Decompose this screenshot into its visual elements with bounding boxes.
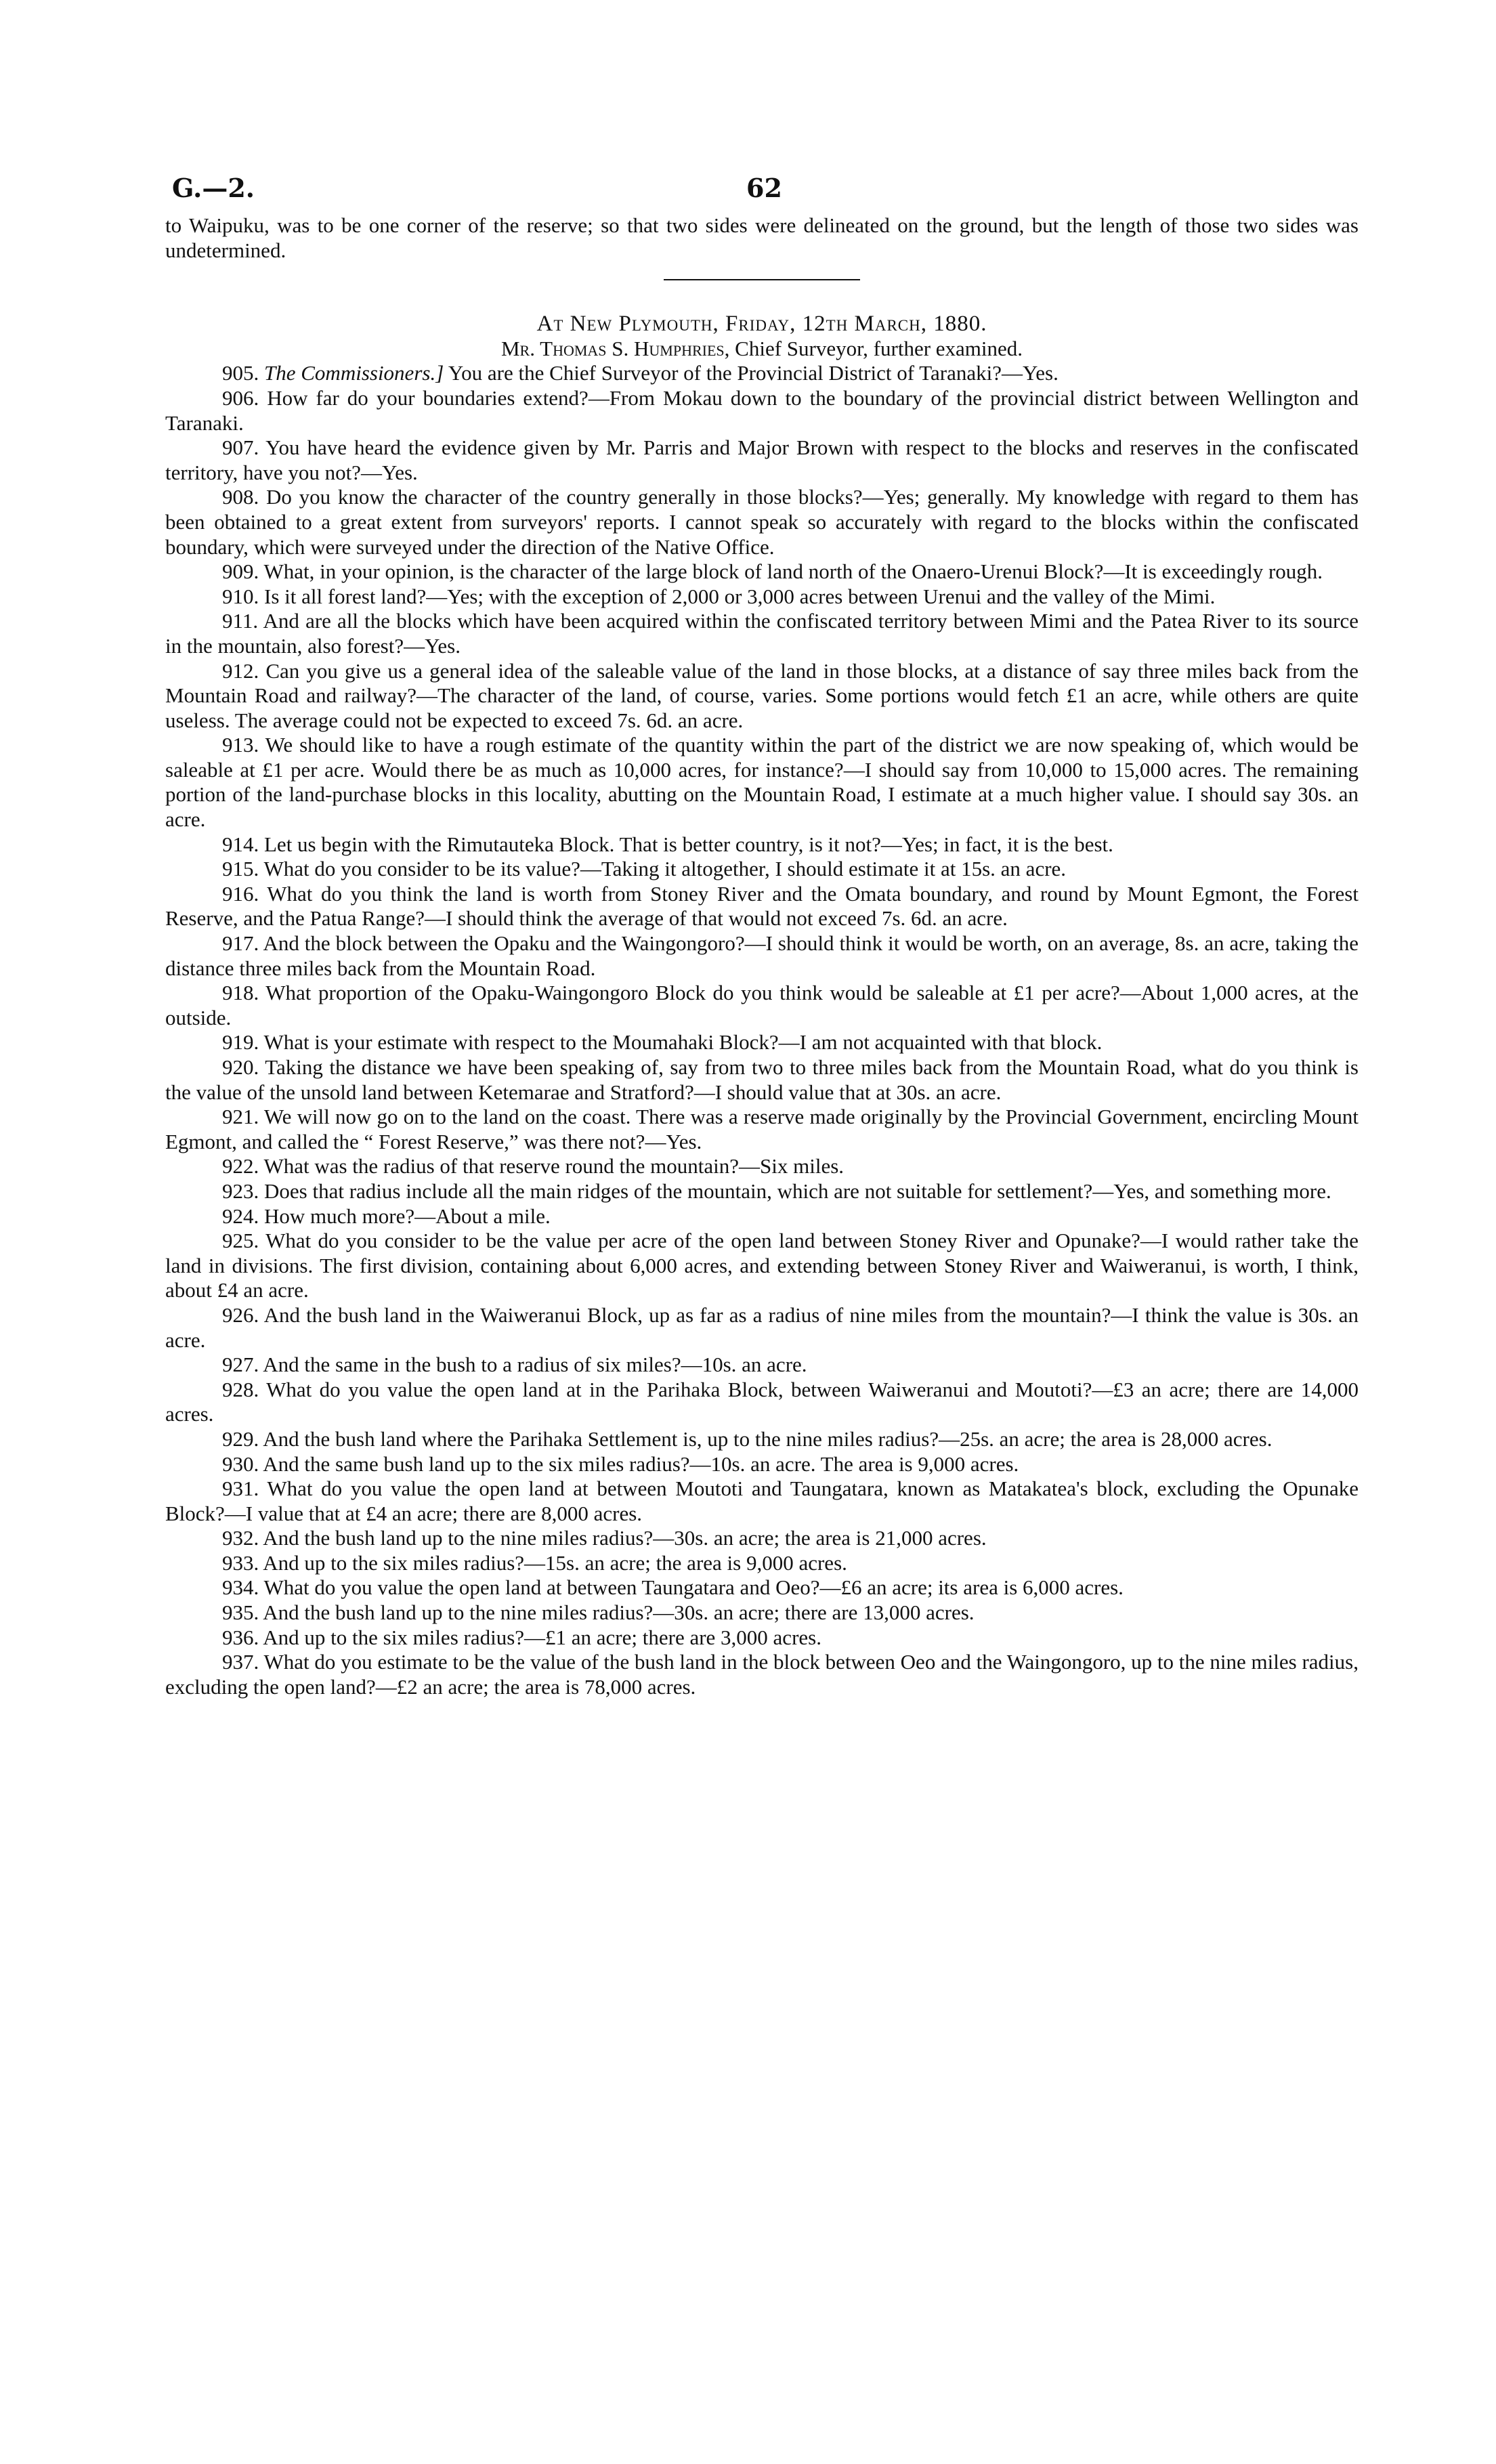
question-paragraph (165, 436, 1359, 485)
question-paragraph (165, 1378, 1359, 1427)
question-paragraph (165, 1526, 1359, 1551)
question-number: 930. (222, 1451, 259, 1476)
question-number: 916. (222, 881, 259, 906)
question-text: And the bush land in the Waiweranui Block, up as far as a radius of nine miles from the mountain?—I think the value is 30s. an acre. (165, 1302, 1359, 1352)
question-number: 915. (222, 857, 259, 881)
question-number: 906. (222, 385, 259, 410)
question-number: 933. (222, 1550, 259, 1575)
witness-name: Mr. Thomas S. Humphries, (500, 336, 730, 360)
document-reference: G.—2. (172, 173, 255, 203)
question-paragraph (165, 1650, 1359, 1699)
question-paragraph (165, 1452, 1359, 1477)
question-number: 921. (222, 1105, 259, 1129)
section-divider (664, 279, 860, 280)
question-text: What do you consider to be its value?—Taking it altogether, I should estimate it at 15s. an acre. (263, 857, 1067, 881)
question-paragraph (165, 1204, 1359, 1229)
question-number: 907. (222, 436, 259, 460)
question-number: 934. (222, 1575, 259, 1600)
question-paragraph (165, 832, 1359, 857)
question-text: What do you think the land is worth from Stoney River and the Omata boundary, and round by Mount Egmont, the Forest Reserve, and the Patua Range?—I should think the average of that would not exceed 7s. 6d. an acre. (165, 881, 1359, 931)
question-text: Do you know the character of the country generally in those blocks?—Yes; generally. My knowledge with regard to them has been obtained to a great extent from surveyors' reports. I cannot speak so accurately with regard to the blocks within the confiscated boundary, which were surveyed under the direction of the Native Office. (165, 485, 1359, 559)
question-text: And the same bush land up to the six miles radius?—10s. an acre. The area is 9,000 acres. (263, 1451, 1019, 1476)
question-number: 935. (222, 1600, 259, 1625)
question-number: 920. (222, 1055, 259, 1079)
question-number: 918. (222, 981, 259, 1005)
question-paragraph (165, 931, 1359, 981)
page-body (165, 213, 1359, 1699)
question-list (165, 386, 1359, 1699)
question-text: What is your estimate with respect to the Moumahaki Block?—I am not acquainted with that block. (263, 1030, 1103, 1055)
question-paragraph (165, 1353, 1359, 1378)
question-text: How much more?—About a mile. (264, 1204, 551, 1228)
question-text: You have heard the evidence given by Mr. Parris and Major Brown with respect to the blocks and reserves in the confiscated territory, have you not?—Yes. (165, 436, 1359, 484)
question-text: And the bush land up to the nine miles radius?—30s. an acre; there are 13,000 acres. (263, 1600, 975, 1625)
question-paragraph (165, 559, 1359, 585)
question-text: Is it all forest land?—Yes; with the exception of 2,000 or 3,000 acres between Urenui and the valley of the Mimi. (264, 584, 1216, 608)
question-text: And are all the blocks which have been acquired within the confiscated territory between Mimi and the Patea River to its source in the mountain, also forest?—Yes. (165, 609, 1359, 658)
question-speaker: The Commissioners.] (264, 361, 444, 385)
question-text: Taking the distance we have been speaking of, say from two to three miles back from the Mountain Road, what do you think is the value of the unsold land between Ketemarae and Stratford?—I should value that at 30s. an acre. (165, 1055, 1359, 1104)
question-number: 929. (222, 1426, 259, 1451)
question-paragraph (165, 1427, 1359, 1452)
question-number: 932. (222, 1526, 259, 1550)
question-text: What do you value the open land at between Moutoti and Taungatara, known as Matakatea's block, excluding the Opunake Block?—I value that at £4 an acre; there are 8,000 acres. (165, 1477, 1359, 1525)
question-number: 931. (222, 1477, 259, 1501)
question-paragraph (165, 733, 1359, 832)
question-number: 922. (222, 1154, 259, 1178)
question-number: 919. (222, 1030, 259, 1055)
question-text: What do you value the open land at in the Parihaka Block, between Waiweranui and Moutoti?—£3 an acre; there are 14,000 acres. (165, 1377, 1359, 1426)
question-paragraph (165, 1575, 1359, 1600)
question-text: You are the Chief Surveyor of the Provincial District of Taranaki?—Yes. (448, 361, 1059, 385)
question-text: How far do your boundaries extend?—From Mokau down to the boundary of the provincial district between Wellington and Taranaki. (165, 385, 1359, 435)
question-number: 905. (222, 361, 259, 385)
page-header (165, 173, 1359, 213)
question-number: 936. (222, 1625, 259, 1649)
question-number: 909. (222, 559, 259, 584)
question-paragraph (165, 659, 1359, 734)
question-number: 928. (222, 1377, 259, 1401)
question-number: 924. (222, 1204, 259, 1228)
question-paragraph (165, 1229, 1359, 1303)
question-text: And the bush land where the Parihaka Settlement is, up to the nine miles radius?—25s. an acre; the area is 28,000 acres. (263, 1426, 1273, 1451)
question-number: 926. (222, 1302, 259, 1327)
question-paragraph (165, 585, 1359, 610)
question-text: And up to the six miles radius?—£1 an acre; there are 3,000 acres. (263, 1625, 821, 1649)
question-paragraph (165, 1030, 1359, 1055)
opening-paragraph: to Waipuku, was to be one corner of the reserve; so that two sides were delineated on the ground, but the length of those two sides was undetermined. (165, 213, 1359, 262)
page-number: 62 (746, 173, 782, 203)
question-paragraph (165, 1105, 1359, 1154)
question-text: And up to the six miles radius?—15s. an acre; the area is 9,000 acres. (263, 1550, 847, 1575)
question-paragraph (165, 361, 1359, 386)
witness-line (165, 337, 1359, 362)
question-paragraph (165, 386, 1359, 436)
question-text: What was the radius of that reserve round the mountain?—Six miles. (263, 1154, 845, 1178)
question-text: Can you give us a general idea of the saleable value of the land in those blocks, at a distance of say three miles back from the Mountain Road and railway?—The character of the land, of course, varies. Some portions would fetch £1 an acre, while others are quite useless. The average could not be expected to exceed 7s. 6d. an acre. (165, 658, 1359, 732)
question-number: 925. (222, 1229, 259, 1253)
question-paragraph (165, 857, 1359, 882)
question-number: 912. (222, 658, 259, 683)
question-text: And the block between the Opaku and the Waingongoro?—I should think it would be worth, on an average, 8s. an acre, taking the distance three miles back from the Mountain Road. (165, 931, 1359, 980)
question-paragraph (165, 1055, 1359, 1105)
question-text: We will now go on to the land on the coast. There was a reserve made originally by the Provincial Government, encircling Mount Egmont, and called the “ Forest Reserve,” was there not?—Yes. (165, 1105, 1359, 1153)
question-number: 913. (222, 733, 259, 757)
question-paragraph (165, 485, 1359, 559)
question-text: What proportion of the Opaku-Waingongoro Block do you think would be saleable at £1 per acre?—About 1,000 acres, at the outside. (165, 981, 1359, 1029)
question-number: 908. (222, 485, 259, 509)
question-text: What, in your opinion, is the character of the large block of land north of the Onaero-Urenui Block?—It is exceedingly rough. (263, 559, 1323, 584)
question-text: And the same in the bush to a radius of six miles?—10s. an acre. (263, 1353, 807, 1377)
question-text: What do you estimate to be the value of the bush land in the block between Oeo and the Waingongoro, up to the nine miles radius, excluding the open land?—£2 an acre; the area is 78,000 acres. (165, 1650, 1359, 1699)
question-paragraph (165, 1600, 1359, 1626)
question-text: We should like to have a rough estimate of the quantity within the part of the district we are now speaking of, which would be saleable at £1 per acre. Would there be as much as 10,000 acres, for instance?—I should say from 10,000 to 15,000 acres. The remaining portion of the land-purchase blocks in this locality, abutting on the Mountain Road, I estimate at a much higher value. I should say 30s. an acre. (165, 733, 1359, 832)
question-text: And the bush land up to the nine miles radius?—30s. an acre; the area is 21,000 acres. (263, 1526, 987, 1550)
question-text: Does that radius include all the main ridges of the mountain, which are not suitable for settlement?—Yes, and something more. (264, 1178, 1331, 1203)
witness-role: Chief Surveyor, further examined. (735, 336, 1023, 360)
question-number: 914. (222, 832, 259, 856)
question-paragraph (165, 1626, 1359, 1651)
question-paragraph (165, 1303, 1359, 1353)
question-paragraph (165, 882, 1359, 931)
question-paragraph (165, 1154, 1359, 1179)
question-number: 937. (222, 1650, 259, 1674)
question-paragraph (165, 981, 1359, 1030)
question-paragraph (165, 1179, 1359, 1204)
question-number: 911. (222, 609, 259, 633)
question-text: What do you value the open land at between Taungatara and Oeo?—£6 an acre; its area is 6,000 acres. (263, 1575, 1124, 1600)
question-paragraph (165, 1477, 1359, 1526)
question-text: Let us begin with the Rimutauteka Block. That is better country, is it not?—Yes; in fact, it is the best. (264, 832, 1113, 856)
question-number: 917. (222, 931, 259, 956)
question-paragraph (165, 609, 1359, 658)
question-number: 923. (222, 1178, 259, 1203)
question-number: 910. (222, 584, 259, 608)
question-text: What do you consider to be the value per acre of the open land between Stoney River and Opunake?—I would rather take the land in divisions. The first division, containing about 6,000 acres, and extending between Stoney River and Waiweranui, is worth, I think, about £4 an acre. (165, 1229, 1359, 1302)
question-number: 927. (222, 1353, 259, 1377)
section-heading: At New Plymouth, Friday, 12th March, 1880. (536, 312, 987, 337)
question-paragraph (165, 1551, 1359, 1576)
document-page (165, 173, 1359, 1699)
